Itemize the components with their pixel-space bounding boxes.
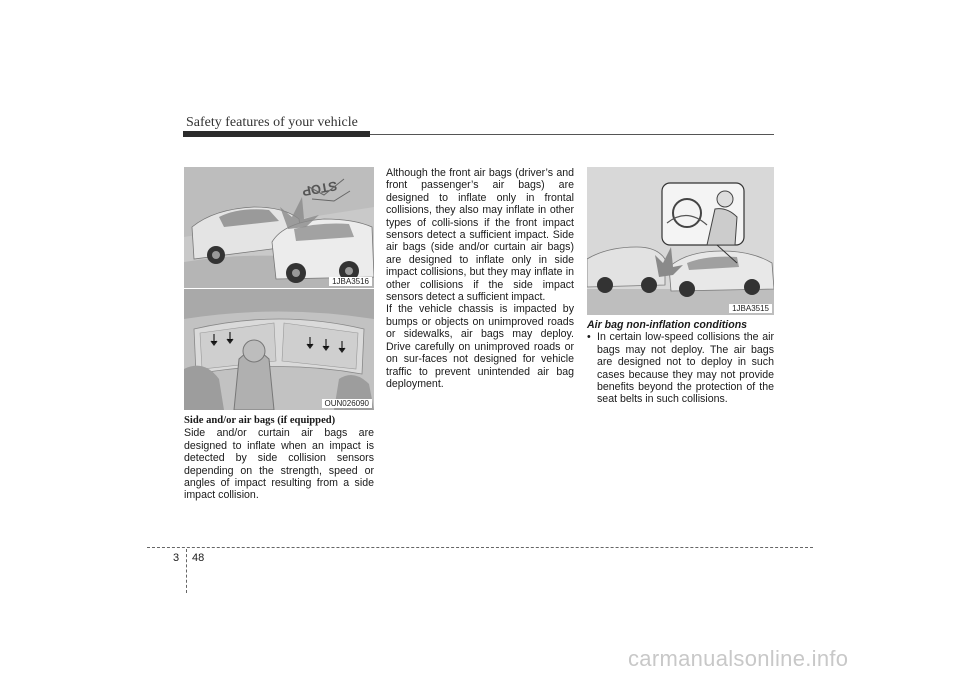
footer-divider [186,549,187,593]
curtain-airbag-illustration [184,289,374,410]
side-airbags-heading: Side and/or air bags (if equipped) [184,415,336,426]
road-text-stop: STOP [301,178,339,200]
figure-code: OUN026090 [322,399,372,408]
watermark: carmanualsonline.info [628,646,849,671]
column-1 [184,415,374,502]
non-inflation-heading: Air bag non-inflation conditions [587,319,748,331]
section-title: Safety features of your vehicle [186,115,358,130]
figure-low-speed-collision [587,167,774,315]
figure-code: 1JBA3516 [329,277,372,286]
side-collision-illustration [184,167,374,288]
header-rule [370,134,774,135]
header-bar [183,131,370,137]
low-speed-collision-illustration [587,167,774,315]
side-airbags-paragraph: Side and/or curtain air bags are designed to inflate when an impact is detected by side collision sensors depending on the strength, speed or angles of impact resulting from a side impact collision. [184,427,374,502]
footer-rule [147,547,813,548]
column-3 [587,319,774,406]
low-speed-bullet: In certain low-speed collisions the air bags may not deploy. The air bags are designed not to deploy in such cases because they may not provide benefits beyond the protection of the seat belts in such collisions. [597,331,774,406]
list-item [587,331,774,405]
front-airbags-paragraph: Although the front air bags (driver’s and front passenger’s air bags) are designed to inflate only in frontal collisions, they also may inflate in other types of colli-sions if the front impact sensors detect a sufficient impact. Side air bags (side and/or curtain air bags) are designed to inflate only in side impact collisions, but they may inflate in other collisions if the side impact sensors detect a sufficient impact. [386,167,574,304]
page-number: 48 [192,552,205,564]
figure-curtain-airbag [184,289,374,410]
chapter-number: 3 [173,552,180,564]
column-2 [386,167,574,390]
figure-code: 1JBA3515 [729,304,772,313]
figure-side-collision [184,167,374,288]
bullet-icon: • [587,331,591,344]
chassis-impact-paragraph: If the vehicle chassis is impacted by bumps or objects on unimproved roads or sidewalks, air bags may deploy. Drive carefully on unimproved roads or on sur-faces not designed for vehicle traffic to prevent unintended air bag deployment. [386,303,574,390]
